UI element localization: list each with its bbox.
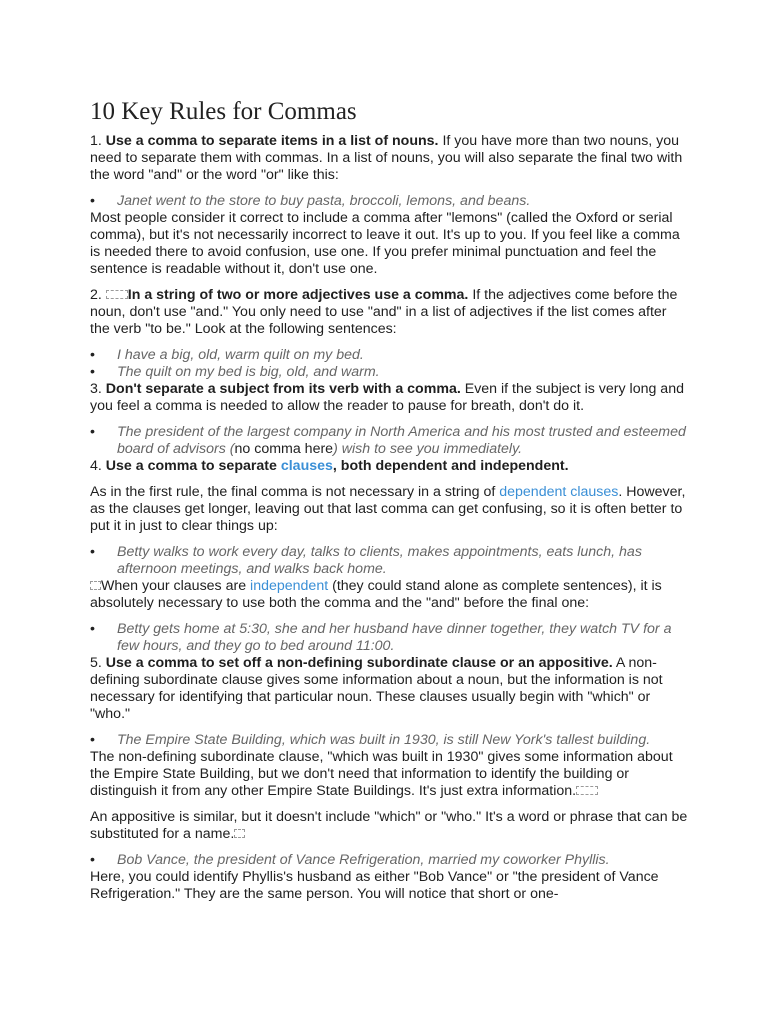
rule-3-examples bbox=[90, 424, 690, 458]
rule-4: 4. Use a comma to separate clauses, both dependent and independent. bbox=[90, 458, 569, 474]
article-body bbox=[90, 133, 690, 903]
rule-2-examples bbox=[90, 347, 690, 381]
dependent-clauses-link[interactable]: dependent clauses bbox=[499, 484, 619, 500]
rule-5: 5. Use a comma to set off a non-defining subordinate clause or an appositive. A non-defining subordinate clause gives some information about a noun, but the information is not necessary for identifying that particular noun. These clauses usually begin with "which" or "who." bbox=[90, 655, 663, 722]
rule-5-heading: Use a comma to set off a non-defining subordinate clause or an appositive. bbox=[105, 655, 613, 671]
independent-link[interactable]: independent bbox=[250, 578, 329, 594]
rule-2: 2. In a string of two or more adjectives use a comma. If the adjectives come before the noun, don't use "and." You only need to use "and" in a list of adjectives if the list comes after the verb "to be." Look at the following sentences: bbox=[90, 287, 678, 337]
rule-4-examples-1 bbox=[90, 544, 690, 578]
missing-glyph-icon bbox=[576, 786, 598, 795]
example-item: • I have a big, old, warm quilt on my bed. bbox=[90, 347, 690, 364]
paragraph: As in the first rule, the final comma is not necessary in a string of dependent clauses. However, as the clauses get longer, leaving out that last comma can get confusing, so it is often better to put it in just to clear things up: bbox=[90, 484, 686, 534]
rule-2-heading: In a string of two or more adjectives use a comma. bbox=[127, 287, 469, 303]
clauses-link[interactable]: clauses bbox=[280, 458, 333, 474]
rule-1-examples bbox=[90, 193, 690, 210]
paragraph: When your clauses are independent (they could stand alone as complete sentences), it is absolutely necessary to use both the comma and the "and" before the final one: bbox=[90, 578, 662, 611]
example-item: • Betty walks to work every day, talks to clients, makes appointments, eats lunch, has afternoon meetings, and walks back home. bbox=[90, 544, 690, 578]
rule-1-heading: Use a comma to separate items in a list of nouns. bbox=[105, 133, 439, 149]
page-title: 10 Key Rules for Commas bbox=[90, 98, 357, 125]
rule-3: 3. Don't separate a subject from its verb with a comma. Even if the subject is very long and you feel a comma is needed to allow the reader to pause for breath, don't do it. bbox=[90, 381, 684, 414]
paragraph: Most people consider it correct to include a comma after "lemons" (called the Oxford or serial comma), but it's not necessarily incorrect to leave it out. It's up to you. If you feel like a comma is needed there to avoid confusion, use one. If you prefer minimal punctuation and feel the sentence is readable without it, don't use one. bbox=[90, 210, 680, 277]
missing-glyph-icon bbox=[106, 290, 128, 299]
missing-glyph-icon bbox=[90, 581, 101, 590]
paragraph: An appositive is similar, but it doesn't include "which" or "who." It's a word or phrase that can be substituted for a name. bbox=[90, 809, 688, 842]
example-item: • The quilt on my bed is big, old, and warm. bbox=[90, 364, 690, 381]
paragraph: Here, you could identify Phyllis's husband as either "Bob Vance" or "the president of Vance Refrigeration." They are the same person. You will notice that short or one- bbox=[90, 869, 659, 902]
article bbox=[90, 97, 690, 903]
paragraph: The non-defining subordinate clause, "which was built in 1930" gives some information about the Empire State Building, but we don't need that information to identify the building or distinguish it from any other Empire State Buildings. It's just extra information. bbox=[90, 749, 673, 799]
example-item: • Betty gets home at 5:30, she and her husband have dinner together, they watch TV for a few hours, and they go to bed around 11:00. bbox=[90, 621, 690, 655]
rule-5-examples-1 bbox=[90, 732, 690, 749]
example-item: • Janet went to the store to buy pasta, broccoli, lemons, and beans. bbox=[90, 193, 690, 210]
rule-4-examples-2 bbox=[90, 621, 690, 655]
missing-glyph-icon bbox=[234, 829, 245, 838]
example-item: • Bob Vance, the president of Vance Refrigeration, married my coworker Phyllis. bbox=[90, 852, 690, 869]
example-item: • The Empire State Building, which was built in 1930, is still New York's tallest building. bbox=[90, 732, 690, 749]
rule-1: 1. Use a comma to separate items in a list of nouns. If you have more than two nouns, you need to separate them with commas. In a list of nouns, you will also separate the final two with the word "and" or the word "or" like this: bbox=[90, 133, 683, 183]
rule-5-examples-2 bbox=[90, 852, 690, 869]
rule-3-heading: Don't separate a subject from its verb with a comma. bbox=[105, 381, 461, 397]
example-item: • The president of the largest company in North America and his most trusted and esteemed board of advisors (no comma here) wish to see you immediately. bbox=[90, 424, 690, 458]
rule-4-heading: Use a comma to separate clauses, both dependent and independent. bbox=[105, 458, 569, 474]
